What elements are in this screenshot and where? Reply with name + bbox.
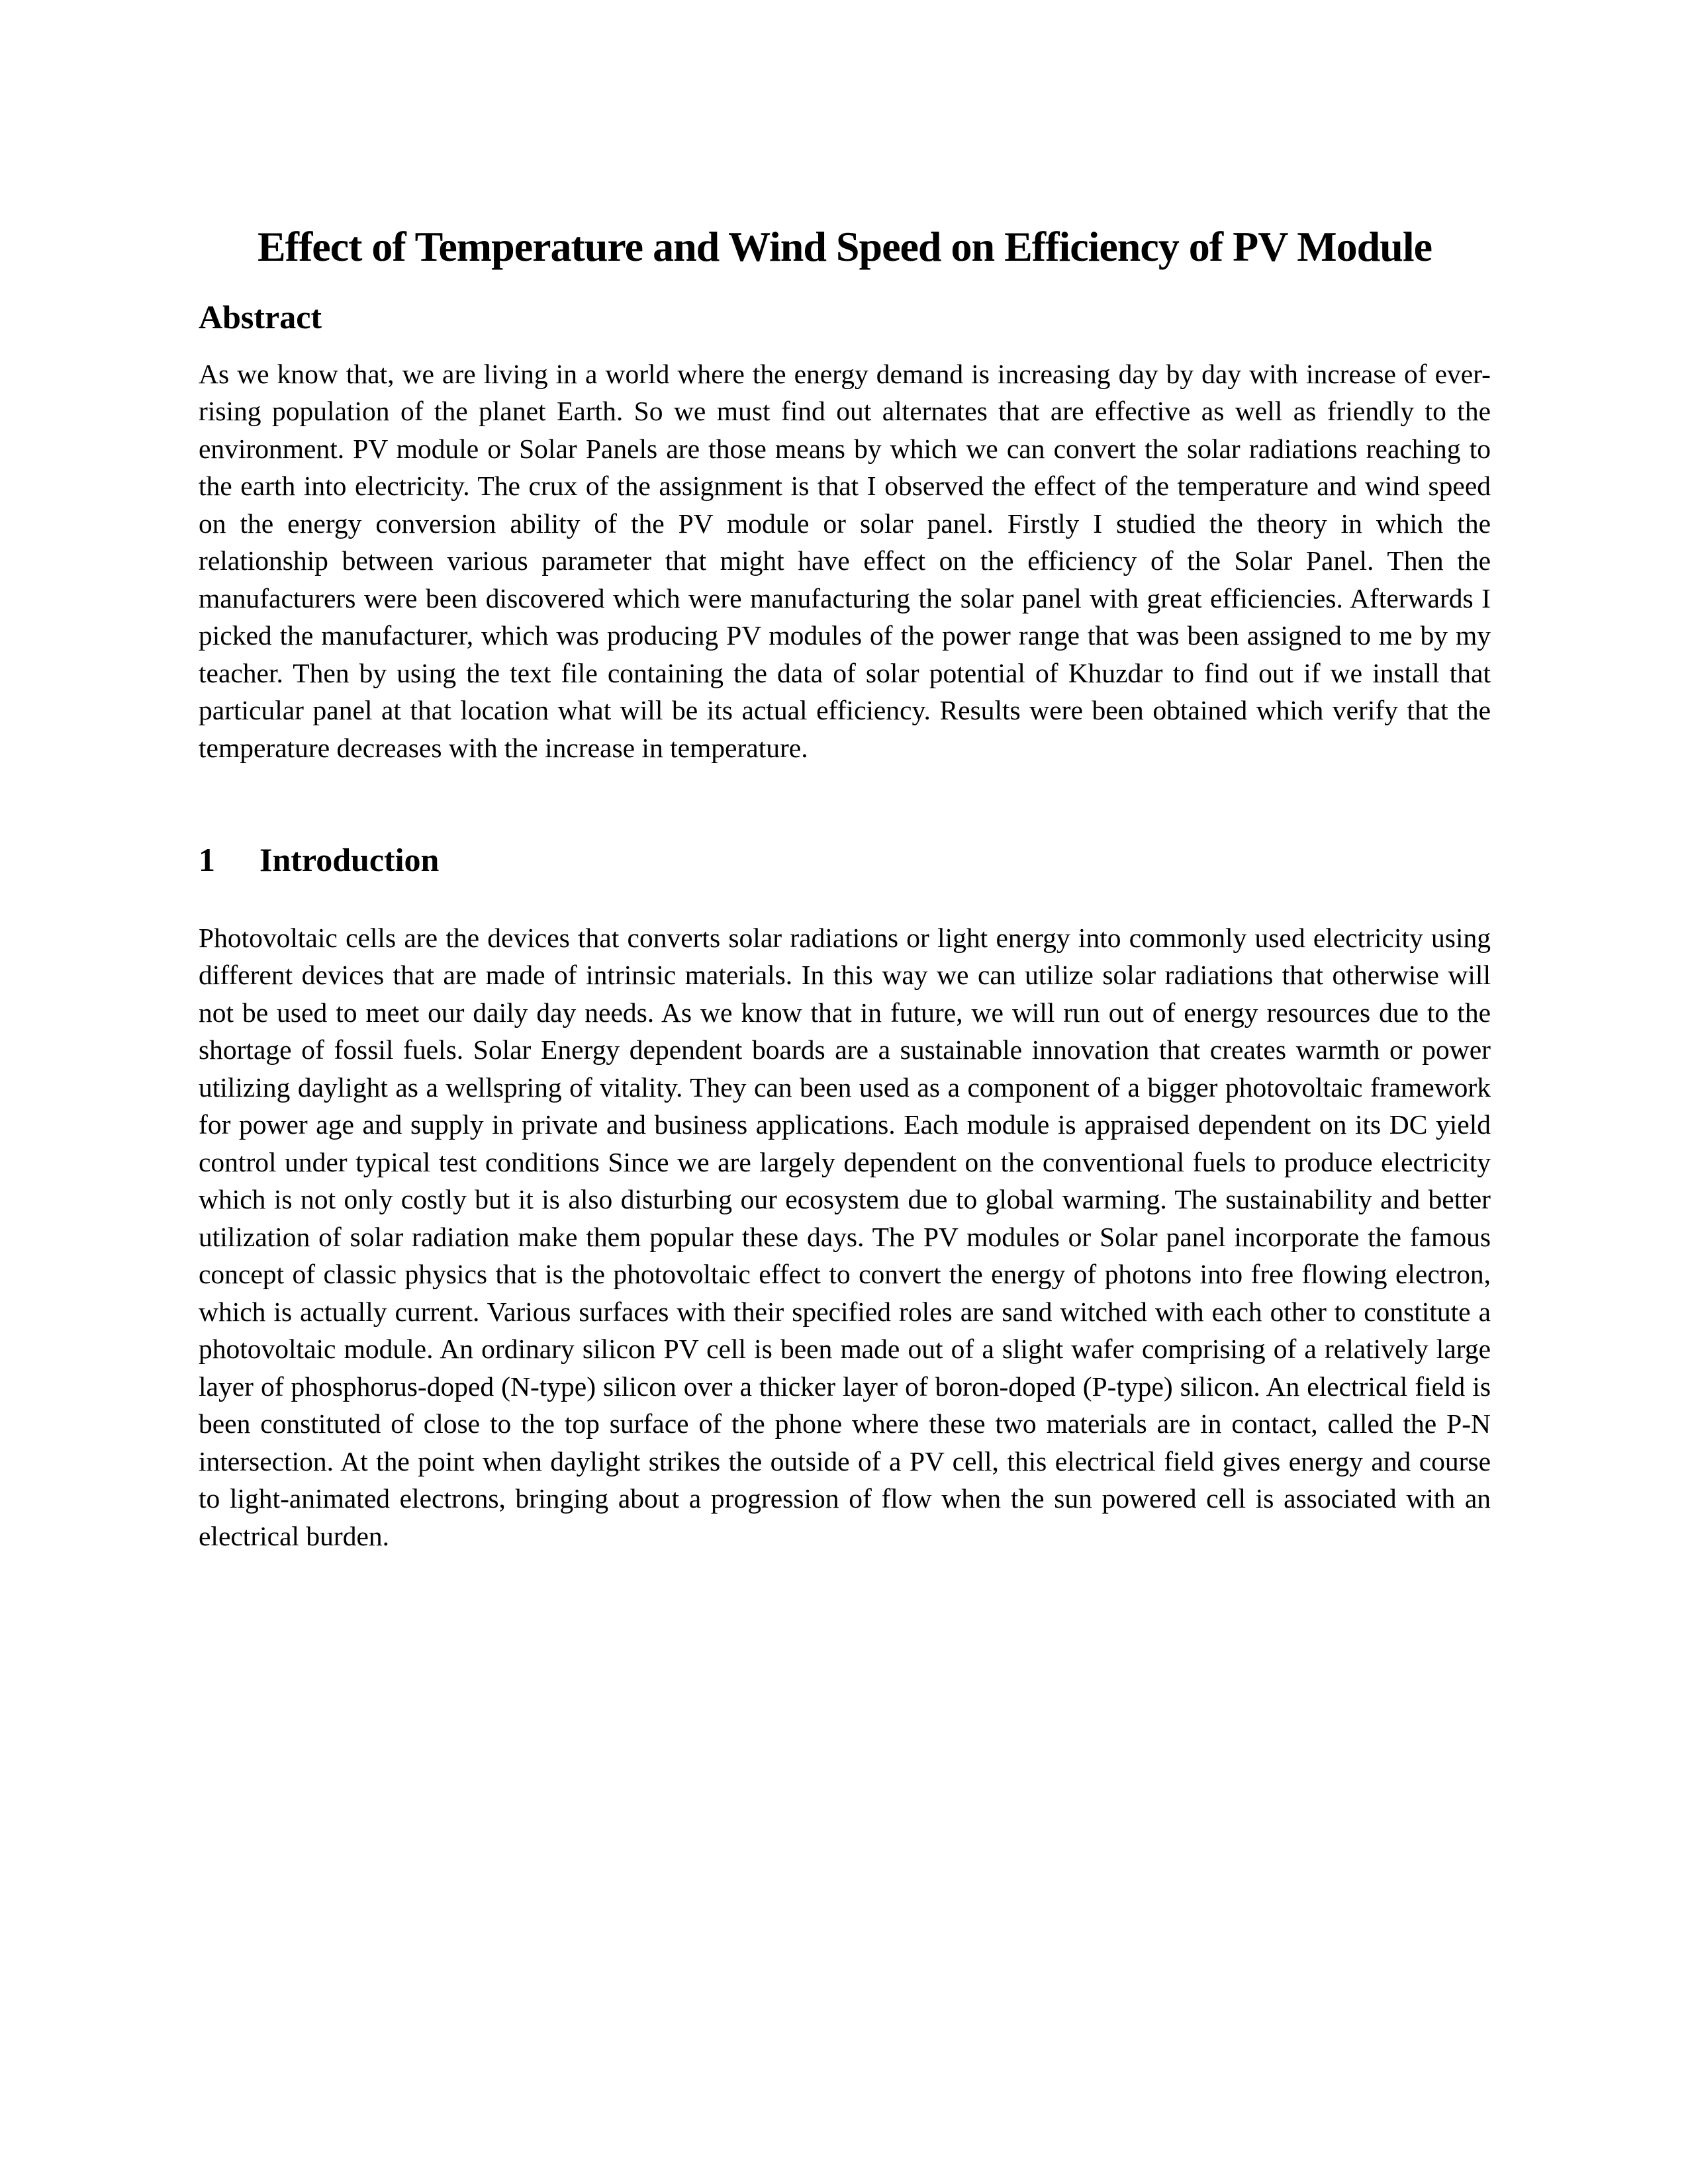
section-title: Introduction [259,841,440,878]
introduction-paragraph: Photovoltaic cells are the devices that converts solar radiations or light energy into commonly used electricity using different devices that are made of intrinsic materials. In this way we can utilize solar radiations that otherwise will not be used to meet our daily day needs. As we know that in future, we will run out of energy resources due to the shortage of fossil fuels. Solar Energy dependent boards are a sustainable innovation that creates warmth or power utilizing daylight as a wellspring of vitality. They can been used as a component of a bigger photovoltaic framework for power age and supply in private and business applications. Each module is appraised dependent on its DC yield control under typical test conditions Since we are largely dependent on the conventional fuels to produce electricity which is not only costly but it is also disturbing our ecosystem due to global warming. The sustainability and better utilization of solar radiation make them popular these days. The PV modules or Solar panel incorporate the famous concept of classic physics that is the photovoltaic effect to convert the energy of photons into free flowing electron, which is actually current. Various surfaces with their specified roles are sand witched with each other to constitute a photovoltaic module. An ordinary silicon PV cell is been made out of a slight wafer comprising of a relatively large layer of phosphorus-doped (N-type) silicon over a thicker layer of boron-doped (P-type) silicon. An electrical field is been constituted of close to the top surface of the phone where these two materials are in contact, called the P-N intersection. At the point when daylight strikes the outside of a PV cell, this electrical field gives energy and course to light-animated electrons, bringing about a progression of flow when the sun powered cell is associated with an electrical burden. [199,922,1491,1551]
abstract-paragraph: As we know that, we are living in a world where the energy demand is increasing day by day with increase of ever-rising population of the planet Earth. So we must find out alternates that are effective as well as friendly to the environment. PV module or Solar Panels are those means by which we can convert the solar radiations reaching to the earth into electricity. The crux of the assignment is that I observed the effect of the temperature and wind speed on the energy conversion ability of the PV module or solar panel. Firstly I studied the theory in which the relationship between various parameter that might have effect on the efficiency of the Solar Panel. Then the manufacturers were been discovered which were manufacturing the solar panel with great efficiencies. Afterwards I picked the manufacturer, which was producing PV modules of the power range that was been assigned to me by my teacher. Then by using the text file containing the data of solar potential of Khuzdar to find out if we install that particular panel at that location what will be its actual efficiency. Results were been obtained which verify that the temperature decreases with the increase in temperature. [199,358,1491,763]
section-number: 1 [199,841,215,878]
section-heading-introduction [199,839,439,881]
abstract-heading: Abstract [199,298,322,336]
document-title: Effect of Temperature and Wind Speed on Efficiency of PV Module [257,222,1432,270]
